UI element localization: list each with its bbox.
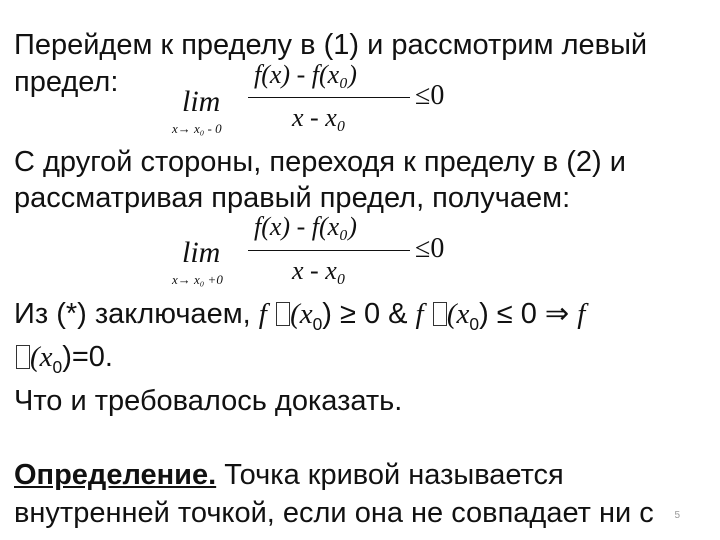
lim-symbol: lim <box>182 85 221 118</box>
text-line-7: Что и требовалось доказать. <box>14 385 403 417</box>
text-line-9: внутренней точкой, если она не совпадает ни с <box>14 497 654 529</box>
inequality-rhs: ≤0 <box>415 80 445 111</box>
fraction-bar <box>248 97 410 98</box>
text-line-6 <box>14 340 113 384</box>
text-line-5 <box>14 297 585 341</box>
math-subscript: 0 <box>312 313 323 334</box>
fraction-denominator: x - x₀ <box>292 256 346 285</box>
fraction-numerator: f(x) - f(x₀) <box>254 60 357 89</box>
page-number: 5 <box>674 510 680 521</box>
definition-text: Точка кривой называется <box>216 459 564 491</box>
math-relation: ) ≤ 0 ⇒ <box>479 298 578 330</box>
math-arg: (x <box>30 341 53 373</box>
text-line-1: Перейдем к пределу в (1) и рассмотрим левый <box>14 29 648 61</box>
math-subscript: 0 <box>52 356 63 377</box>
text-line-4: рассматривая правый предел, получаем: <box>14 182 571 214</box>
fraction-numerator: f(x) - f(x₀) <box>254 212 357 241</box>
definition-line <box>14 458 564 492</box>
missing-glyph-icon <box>16 345 30 369</box>
math-f: f <box>577 298 586 330</box>
math-arg: (x <box>290 298 313 330</box>
definition-label: Определение. <box>14 459 217 491</box>
math-f: f <box>415 298 431 330</box>
lim-subscript: x→ x₀ +0 <box>172 272 223 287</box>
math-arg: (x <box>446 298 470 330</box>
math-relation: ) ≥ 0 & <box>322 298 416 330</box>
math-rest: )=0. <box>62 341 113 373</box>
lim-subscript: x→ x₀ - 0 <box>172 121 222 136</box>
missing-glyph-icon <box>433 302 447 326</box>
fraction-denominator: x - x₀ <box>292 103 346 132</box>
fraction-bar <box>248 250 410 251</box>
lim-symbol: lim <box>182 236 221 269</box>
math-subscript: 0 <box>469 313 480 334</box>
text-line-2: предел: <box>14 66 119 98</box>
conclusion-prefix: Из (*) заключаем, <box>14 298 259 330</box>
inequality-rhs: ≤0 <box>415 233 445 264</box>
text-line-3: С другой стороны, переходя к пределу в (2) и <box>14 146 626 178</box>
math-f: f <box>258 298 275 330</box>
missing-glyph-icon <box>276 302 290 326</box>
